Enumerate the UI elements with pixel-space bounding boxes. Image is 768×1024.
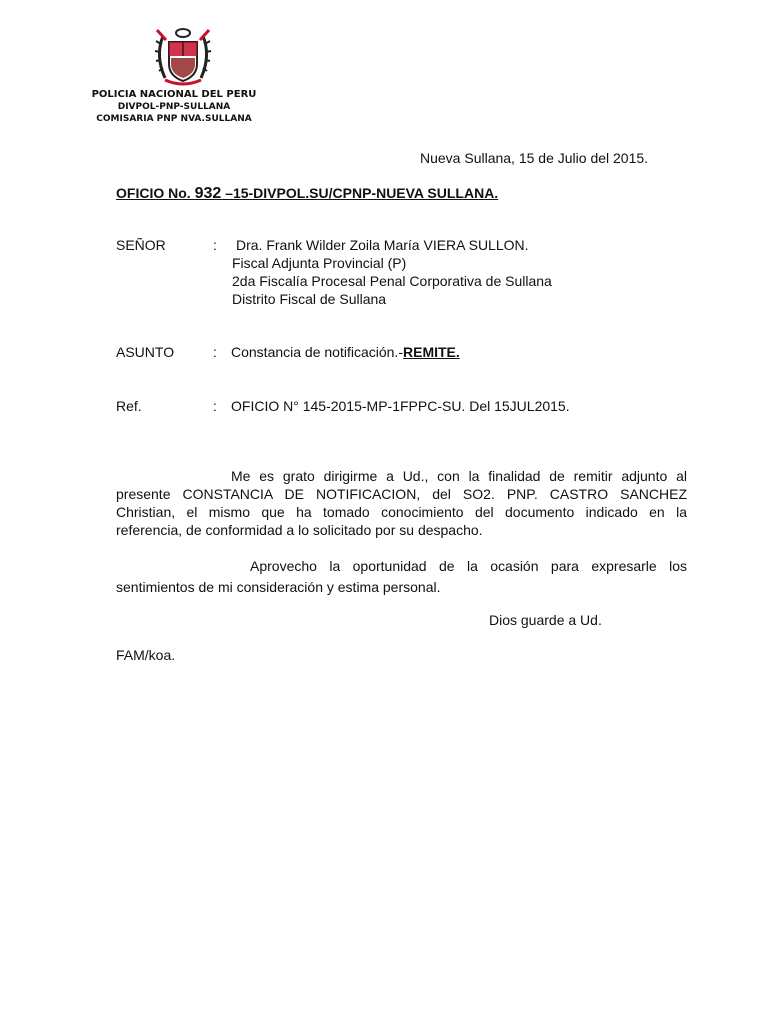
peru-coat-of-arms-icon bbox=[153, 26, 213, 88]
recipient-title: Fiscal Adjunta Provincial (P) bbox=[232, 255, 407, 271]
ref-text: OFICIO N° 145-2015-MP-1FPPC-SU. Del 15JUL2015. bbox=[231, 398, 570, 414]
ref-colon: : bbox=[213, 398, 217, 414]
asunto-text bbox=[231, 343, 460, 361]
recipient-office: 2da Fiscalía Procesal Penal Corporativa de Sullana bbox=[232, 273, 552, 289]
oficio-suffix: –15-DIVPOL.SU/CPNP-NUEVA SULLANA. bbox=[221, 185, 499, 201]
senor-label: SEÑOR bbox=[116, 237, 166, 253]
paragraph-1-line: referencia, de conformidad a lo solicitado por su despacho. bbox=[116, 522, 483, 538]
recipient-district: Distrito Fiscal de Sullana bbox=[232, 291, 387, 307]
paragraph-1-line: Christian, el mismo que ha tomado conocimiento del documento indicado en la bbox=[116, 504, 687, 520]
reference-initials: FAM/koa. bbox=[116, 647, 176, 663]
paragraph-1-line: presente CONSTANCIA DE NOTIFICACION, del SO2. PNP. CASTRO SANCHEZ bbox=[116, 486, 687, 502]
body-paragraph-1 bbox=[116, 467, 687, 539]
asunto-colon: : bbox=[213, 344, 217, 360]
closing-line: Dios guarde a Ud. bbox=[489, 612, 602, 628]
recipient-name: Dra. Frank Wilder Zoila María VIERA SULLON. bbox=[236, 237, 529, 253]
oficio-title bbox=[116, 185, 498, 203]
paragraph-2-line: sentimientos de mi consideración y estima personal. bbox=[116, 579, 441, 595]
date-line: Nueva Sullana, 15 de Julio del 2015. bbox=[420, 150, 649, 166]
asunto-description: Constancia de notificación.- bbox=[231, 344, 403, 360]
asunto-emphasis: REMITE. bbox=[403, 344, 460, 360]
paragraph-1-line: Me es grato dirigirme a Ud., con la finalidad de remitir adjunto al bbox=[231, 468, 687, 484]
asunto-label: ASUNTO bbox=[116, 344, 175, 360]
ref-label: Ref. bbox=[116, 398, 142, 414]
senor-colon: : bbox=[213, 237, 217, 253]
station-name: COMISARIA PNP NVA.SULLANA bbox=[96, 114, 252, 124]
oficio-number: 932 bbox=[194, 185, 222, 202]
paragraph-2-line: Aprovecho la oportunidad de la ocasión para expresarle los bbox=[250, 558, 687, 574]
body-paragraph-2 bbox=[116, 557, 687, 596]
division-name: DIVPOL-PNP-SULLANA bbox=[117, 102, 231, 112]
institution-name: POLICIA NACIONAL DEL PERU bbox=[91, 89, 257, 100]
oficio-prefix: OFICIO No. bbox=[116, 185, 195, 201]
